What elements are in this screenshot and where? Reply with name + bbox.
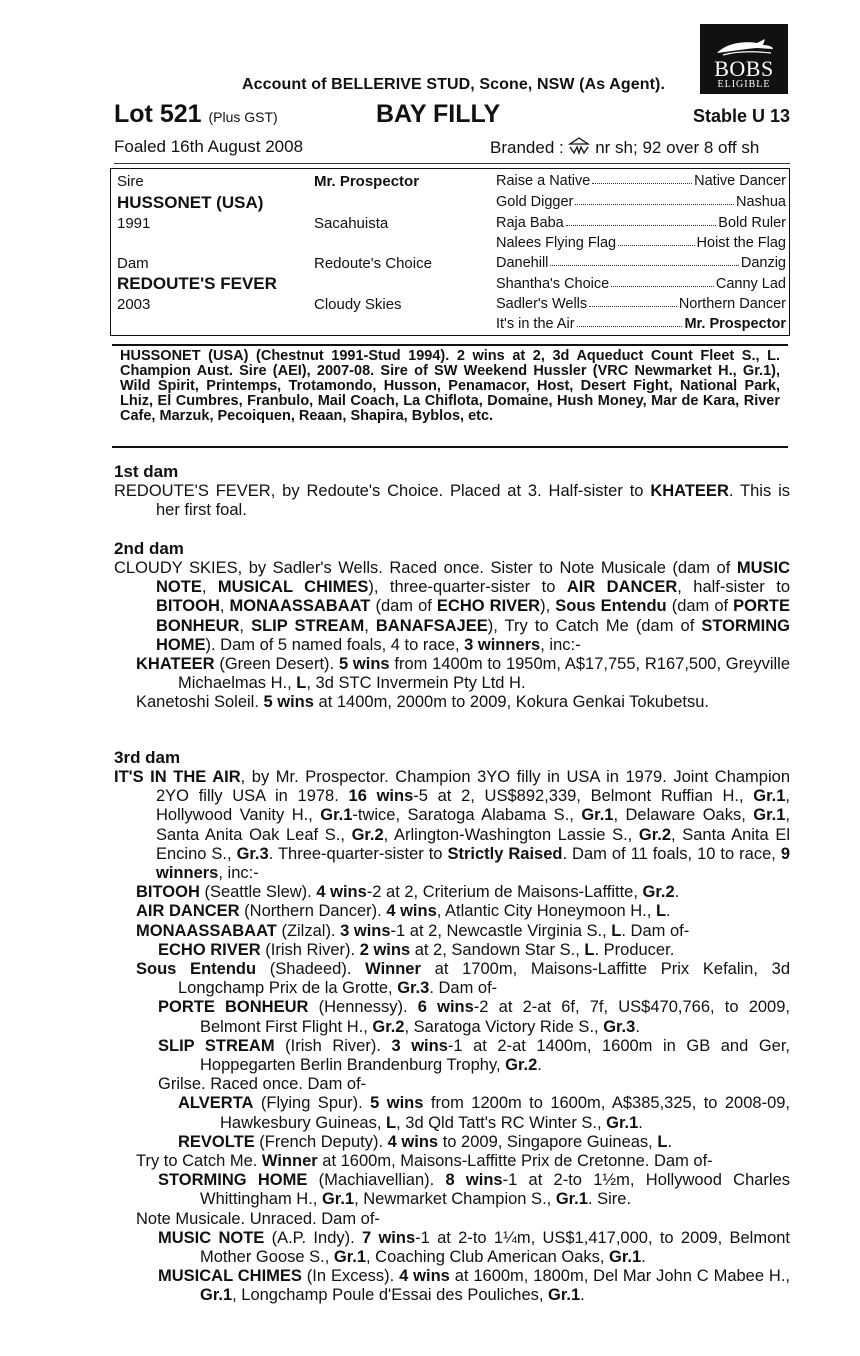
g3-row: Raise a Native Native Dancer (496, 173, 786, 189)
section-heading: 2nd dam (114, 539, 184, 558)
sire-name: HUSSONET (USA) (117, 193, 264, 212)
progeny-entry: BITOOH (Seattle Slew). 4 wins-2 at 2, Criterium de Maisons-Laffitte, Gr.2. (136, 883, 680, 902)
second-dam-section (114, 539, 790, 713)
dam-name: REDOUTE'S FEVER (117, 274, 277, 293)
third-dam-section (114, 748, 790, 1306)
dam-dam: Cloudy Skies (314, 296, 402, 313)
progeny-entry: MUSICAL CHIMES (In Excess). 4 wins at 1600m, 1800m, Del Mar John C Mabee H., Gr.1, Longchamp Poule d'Essai des Pouliches, Gr.1. (158, 1267, 790, 1305)
dam-paragraph: CLOUDY SKIES, by Sadler's Wells. Raced once. Sister to Note Musicale (dam of MUSIC NOTE, MUSICAL CHIMES), three-quarter-sister to AIR DANCER, half-sister to BITOOH, MONAASSABAAT (dam of ECHO RIVER), Sous Entendu (dam of PORTE BONHEUR, SLIP STREAM, BANAFSAJEE), Try to Catch Me (dam of STORMING HOME). Dam of 5 named foals, 4 to race, 3 winners, inc:- (114, 559, 791, 654)
progeny-entry: Sous Entendu (Shadeed). Winner at 1700m, Maisons-Laffitte Prix Kefalin, 3d Longchamp Prix de la Grotte, Gr.3. Dam of- (136, 960, 790, 998)
progeny-entry: MONAASSABAAT (Zilzal). 3 wins-1 at 2, Newcastle Virginia S., L. Dam of- (136, 921, 690, 940)
sire-year: 1991 (117, 215, 151, 232)
sire-sire: Mr. Prospector (314, 173, 420, 190)
stable-number: Stable U 13 (692, 106, 790, 126)
g3-row: Sadler's Wells Northern Dancer (496, 296, 786, 312)
dam-sire: Redoute's Choice (314, 255, 432, 272)
dam-year: 2003 (117, 296, 151, 313)
horse-icon (713, 37, 775, 57)
horse-description: BAY FILLY (376, 100, 501, 128)
section-heading: 1st dam (114, 462, 179, 481)
lot-header (114, 100, 790, 130)
progeny-entry: PORTE BONHEUR (Hennessy). 6 wins-2 at 2-at 6f, 7f, US$470,766, to 2009, Belmont First Flight H., Gr.2, Saratoga Victory Ride S., Gr.3. (158, 998, 790, 1036)
dam-label: Dam (117, 255, 149, 272)
progeny-entry: ALVERTA (Flying Spur). 5 wins from 1200m to 1600m, A$385,325, to 2008-09, Hawkesbury Guineas, L, 3d Qld Tatt's RC Winter S., Gr.1. (178, 1094, 791, 1132)
progeny-entry: STORMING HOME (Machiavellian). 8 wins-1 at 2-to 1½m, Hollywood Charles Whittingham H., Gr.1, Newmarket Champion S., Gr.1. Sire. (158, 1171, 791, 1209)
progeny-entry: REVOLTE (French Deputy). 4 wins to 2009, Singapore Guineas, L. (178, 1132, 673, 1151)
g3-row: Shantha's Choice Canny Lad (496, 276, 786, 292)
progeny-entry: Try to Catch Me. Winner at 1600m, Maisons-Laffitte Prix de Cretonne. Dam of- (136, 1152, 713, 1171)
sire-dam: Sacahuista (314, 215, 389, 232)
gst-note: (Plus GST) (208, 109, 278, 125)
section-heading: 3rd dam (114, 748, 181, 767)
g3-row: Raja Baba Bold Ruler (496, 215, 786, 231)
dam-paragraph: IT'S IN THE AIR, by Mr. Prospector. Champion 3YO filly in USA in 1979. Joint Champion 2YO filly USA in 1978. 16 wins-5 at 2, US$892,339, Belmont Ruffian H., Gr.1, Hollywood Vanity H., Gr.1-twice, Saratoga Alabama S., Gr.1, Delaware Oaks, Gr.1, Santa Anita Oak Leaf S., Gr.2, Arlington-Washington Lassie S., Gr.2, Santa Anita El Encino S., Gr.3. Three-quarter-sister to Strictly Raised. Dam of 11 foals, 10 to race, 9 winners, inc:- (114, 768, 791, 883)
progeny-entry: AIR DANCER (Northern Dancer). 4 wins, Atlantic City Honeymoon H., L. (136, 902, 671, 921)
progeny-entry: ECHO RIVER (Irish River). 2 wins at 2, Sandown Star S., L. Producer. (158, 940, 675, 959)
brand-mark-icon (568, 137, 590, 155)
dam-paragraph: REDOUTE'S FEVER, by Redoute's Choice. Placed at 3. Half-sister to KHATEER. This is her first foal. (114, 482, 790, 520)
header-rule (114, 163, 790, 164)
progeny-entry: Grilse. Raced once. Dam of- (158, 1075, 367, 1094)
progeny-entry: KHATEER (Green Desert). 5 wins from 1400m to 1950m, A$17,755, R167,500, Greyville Michaelmas H., L, 3d STC Invermein Pty Ltd H. (136, 655, 790, 693)
progeny-entry: Note Musicale. Unraced. Dam of- (136, 1209, 380, 1228)
g3-row: Gold Digger Nashua (496, 194, 786, 210)
progeny-entry: MUSIC NOTE (A.P. Indy). 7 wins-1 at 2-to 1¼m, US$1,417,000, to 2009, Belmont Mother Goose S., Gr.1, Coaching Club American Oaks, Gr.1. (158, 1228, 791, 1267)
bobs-eligible-logo (700, 24, 788, 94)
logo-text-bottom: ELIGIBLE (717, 79, 771, 90)
sire-bio-text: HUSSONET (USA) (Chestnut 1991-Stud 1994). 2 wins at 2, 3d Aqueduct Count Fleet S., L. Champion Aust. Sire (AEI), 2007-08. Sire of SW Weekend Hussler (VRC Newmarket H., Gr.1), Wild Spirit, Printemps, Trotamondo, Husson, Penamacor, Host, Desert Fight, National Park, Lhiz, El Cumbres, Franbulo, Mail Coach, La Chiflota, Domaine, Hush Money, Mar de Kara, River Cafe, Marzuk, Pecoiquen, Reaan, Shapira, Byblos, etc. (120, 348, 780, 424)
g3-row: It's in the Air Mr. Prospector (496, 316, 786, 332)
logo-text-top: BOBS (714, 56, 774, 81)
first-dam-section (114, 462, 790, 520)
vendor-account: Account of BELLERIVE STUD, Scone, NSW (As Agent). (242, 76, 665, 93)
lot-number: Lot 521 (Plus GST) (114, 100, 278, 128)
sire-label: Sire (117, 173, 144, 190)
sire-biography (112, 344, 788, 448)
branded-info: Branded : nr sh; 92 over 8 off sh (490, 138, 760, 157)
pedigree-table (110, 168, 790, 336)
progeny-entry: Kanetoshi Soleil. 5 wins at 1400m, 2000m to 2009, Kokura Genkai Tokubetsu. (136, 693, 709, 712)
g3-row: Danehill Danzig (496, 255, 786, 271)
foaled-date: Foaled 16th August 2008 (114, 137, 304, 156)
progeny-entry: SLIP STREAM (Irish River). 3 wins-1 at 2-at 1400m, 1600m in GB and Ger, Hoppegarten Berlin Brandenburg Trophy, Gr.2. (158, 1036, 790, 1075)
g3-row: Nalees Flying Flag Hoist the Flag (496, 235, 786, 251)
